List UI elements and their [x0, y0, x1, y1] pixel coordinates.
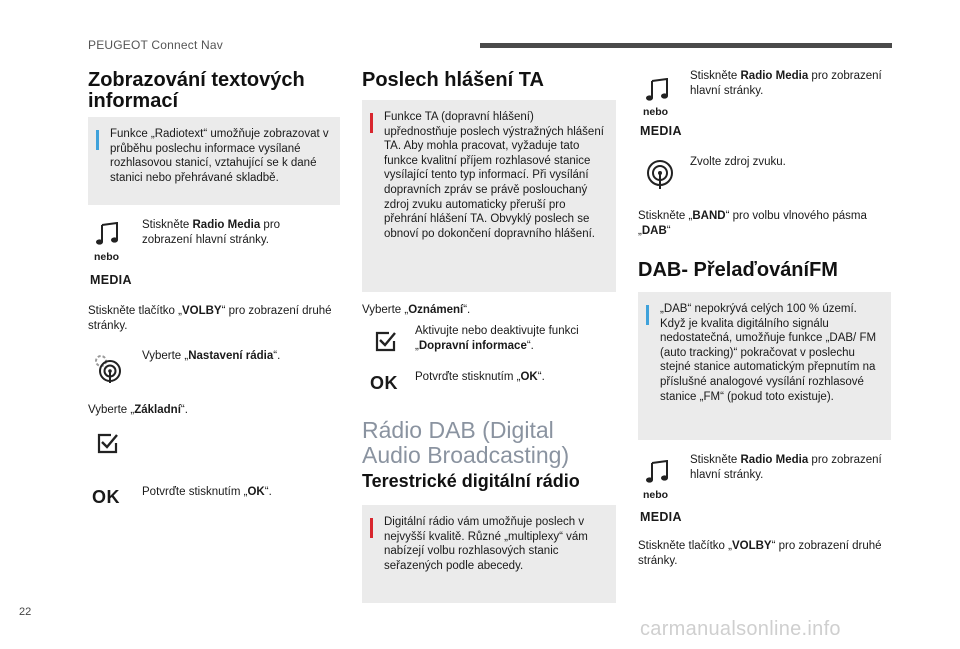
info-text: Funkce „Radiotext“ umožňuje zobrazovat v průběhu poslechu informace vysílané rozhlasovou stanicí, vztahující se k dané stanici nebo přehrávané skladbě. [110, 128, 329, 184]
info-text: „DAB“ nepokrývá celých 100 % území. Když je kvalita digitálního signálu nedostatečná, umožňuje funkce „DAB/ FM (auto tracking)“ pokračovat v poslechu stejné stanice automatickým přepnutím na příslušné analogové vysílání rozhlasové stanice „FM“ (pokud toto existuje). [660, 303, 877, 403]
step-basic: Vyberte „Základní“. [88, 404, 188, 416]
step-radio-media: Stiskněte Radio Media pro zobrazení hlavní stránky. [142, 219, 281, 246]
step-options: Stiskněte tlačítko „VOLBY“ pro zobrazení druhé stránky. [88, 305, 332, 332]
warning-text: Funkce TA (dopravní hlášení) upřednostňuje poslech výstražných hlášení TA. Aby mohla pracovat, vyžaduje tato funkce kvalitní příjem rozhlasové stanice vysílající tento typ informací. Při vysílání dopravních zpráv se právě poslouchaný zdroj zvuku automaticky přeruší pro přehrání hlášení TA. Obvyklý poslech se obnoví po dokončení dopravního hlášení. [384, 111, 604, 240]
media-label: MEDIA [90, 273, 132, 287]
music-note-icon [645, 460, 671, 484]
step-source: Zvolte zdroj zvuku. [690, 156, 786, 168]
warning-box-ta [362, 100, 616, 292]
step-options: Stiskněte tlačítko „VOLBY“ pro zobrazení druhé stránky. [638, 540, 882, 567]
section-title-dab: Rádio DAB (Digital Audio Broadcasting) [362, 417, 570, 468]
info-box-radiotext [88, 117, 340, 205]
step-confirm: Potvrďte stisknutím „OK“. [142, 486, 272, 498]
step-band: Stiskněte „BAND“ pro volbu vlnového pásma „DAB“ [638, 210, 867, 237]
radio-settings-icon [92, 352, 124, 384]
ok-icon: OK [92, 487, 120, 507]
or-label: nebo [643, 106, 669, 118]
info-marker [646, 305, 649, 325]
audio-source-icon [645, 158, 675, 190]
music-note-icon [645, 78, 671, 102]
info-box-dab-fm [638, 292, 891, 440]
header-bar [480, 43, 892, 48]
step-radio-media: Stiskněte Radio Media pro zobrazení hlavní stránky. [690, 454, 882, 481]
step-radio-settings: Vyberte „Nastavení rádia“. [142, 350, 281, 362]
step-announcements: Vyberte „Oznámení“. [362, 304, 471, 316]
media-label: MEDIA [640, 124, 682, 138]
page-number: 22 [19, 606, 32, 618]
or-label: nebo [94, 251, 120, 263]
step-traffic-info: Aktivujte nebo deaktivujte funkci „Dopravní informace“. [415, 325, 579, 352]
step-radio-media: Stiskněte Radio Media pro zobrazení hlavní stránky. [690, 70, 882, 97]
section-title-terrestrial: Terestrické digitální rádio [362, 471, 580, 491]
section-title-ta: Poslech hlášení TA [362, 69, 544, 91]
music-note-icon [95, 222, 121, 246]
section-title-dab-fm: DAB- PřelaďováníFM [638, 259, 838, 281]
step-confirm: Potvrďte stisknutím „OK“. [415, 371, 545, 383]
checkbox-icon [374, 330, 398, 354]
watermark: carmanualsonline.info [640, 618, 841, 640]
info-marker [96, 130, 99, 150]
media-label: MEDIA [640, 510, 682, 524]
warning-text: Digitální rádio vám umožňuje poslech v nejvyšší kvalitě. Různé „multiplexy“ vám nabízejí volbu rozhlasových stanic seřazených podle abecedy. [384, 516, 588, 572]
or-label: nebo [643, 489, 669, 501]
warning-marker [370, 518, 373, 538]
section-title-radiotext: Zobrazování textových informací [88, 69, 305, 112]
warning-marker [370, 113, 373, 133]
header-label: PEUGEOT Connect Nav [88, 38, 223, 52]
ok-icon: OK [370, 373, 398, 393]
warning-box-terrestrial [362, 505, 616, 603]
checkbox-icon [96, 432, 120, 456]
